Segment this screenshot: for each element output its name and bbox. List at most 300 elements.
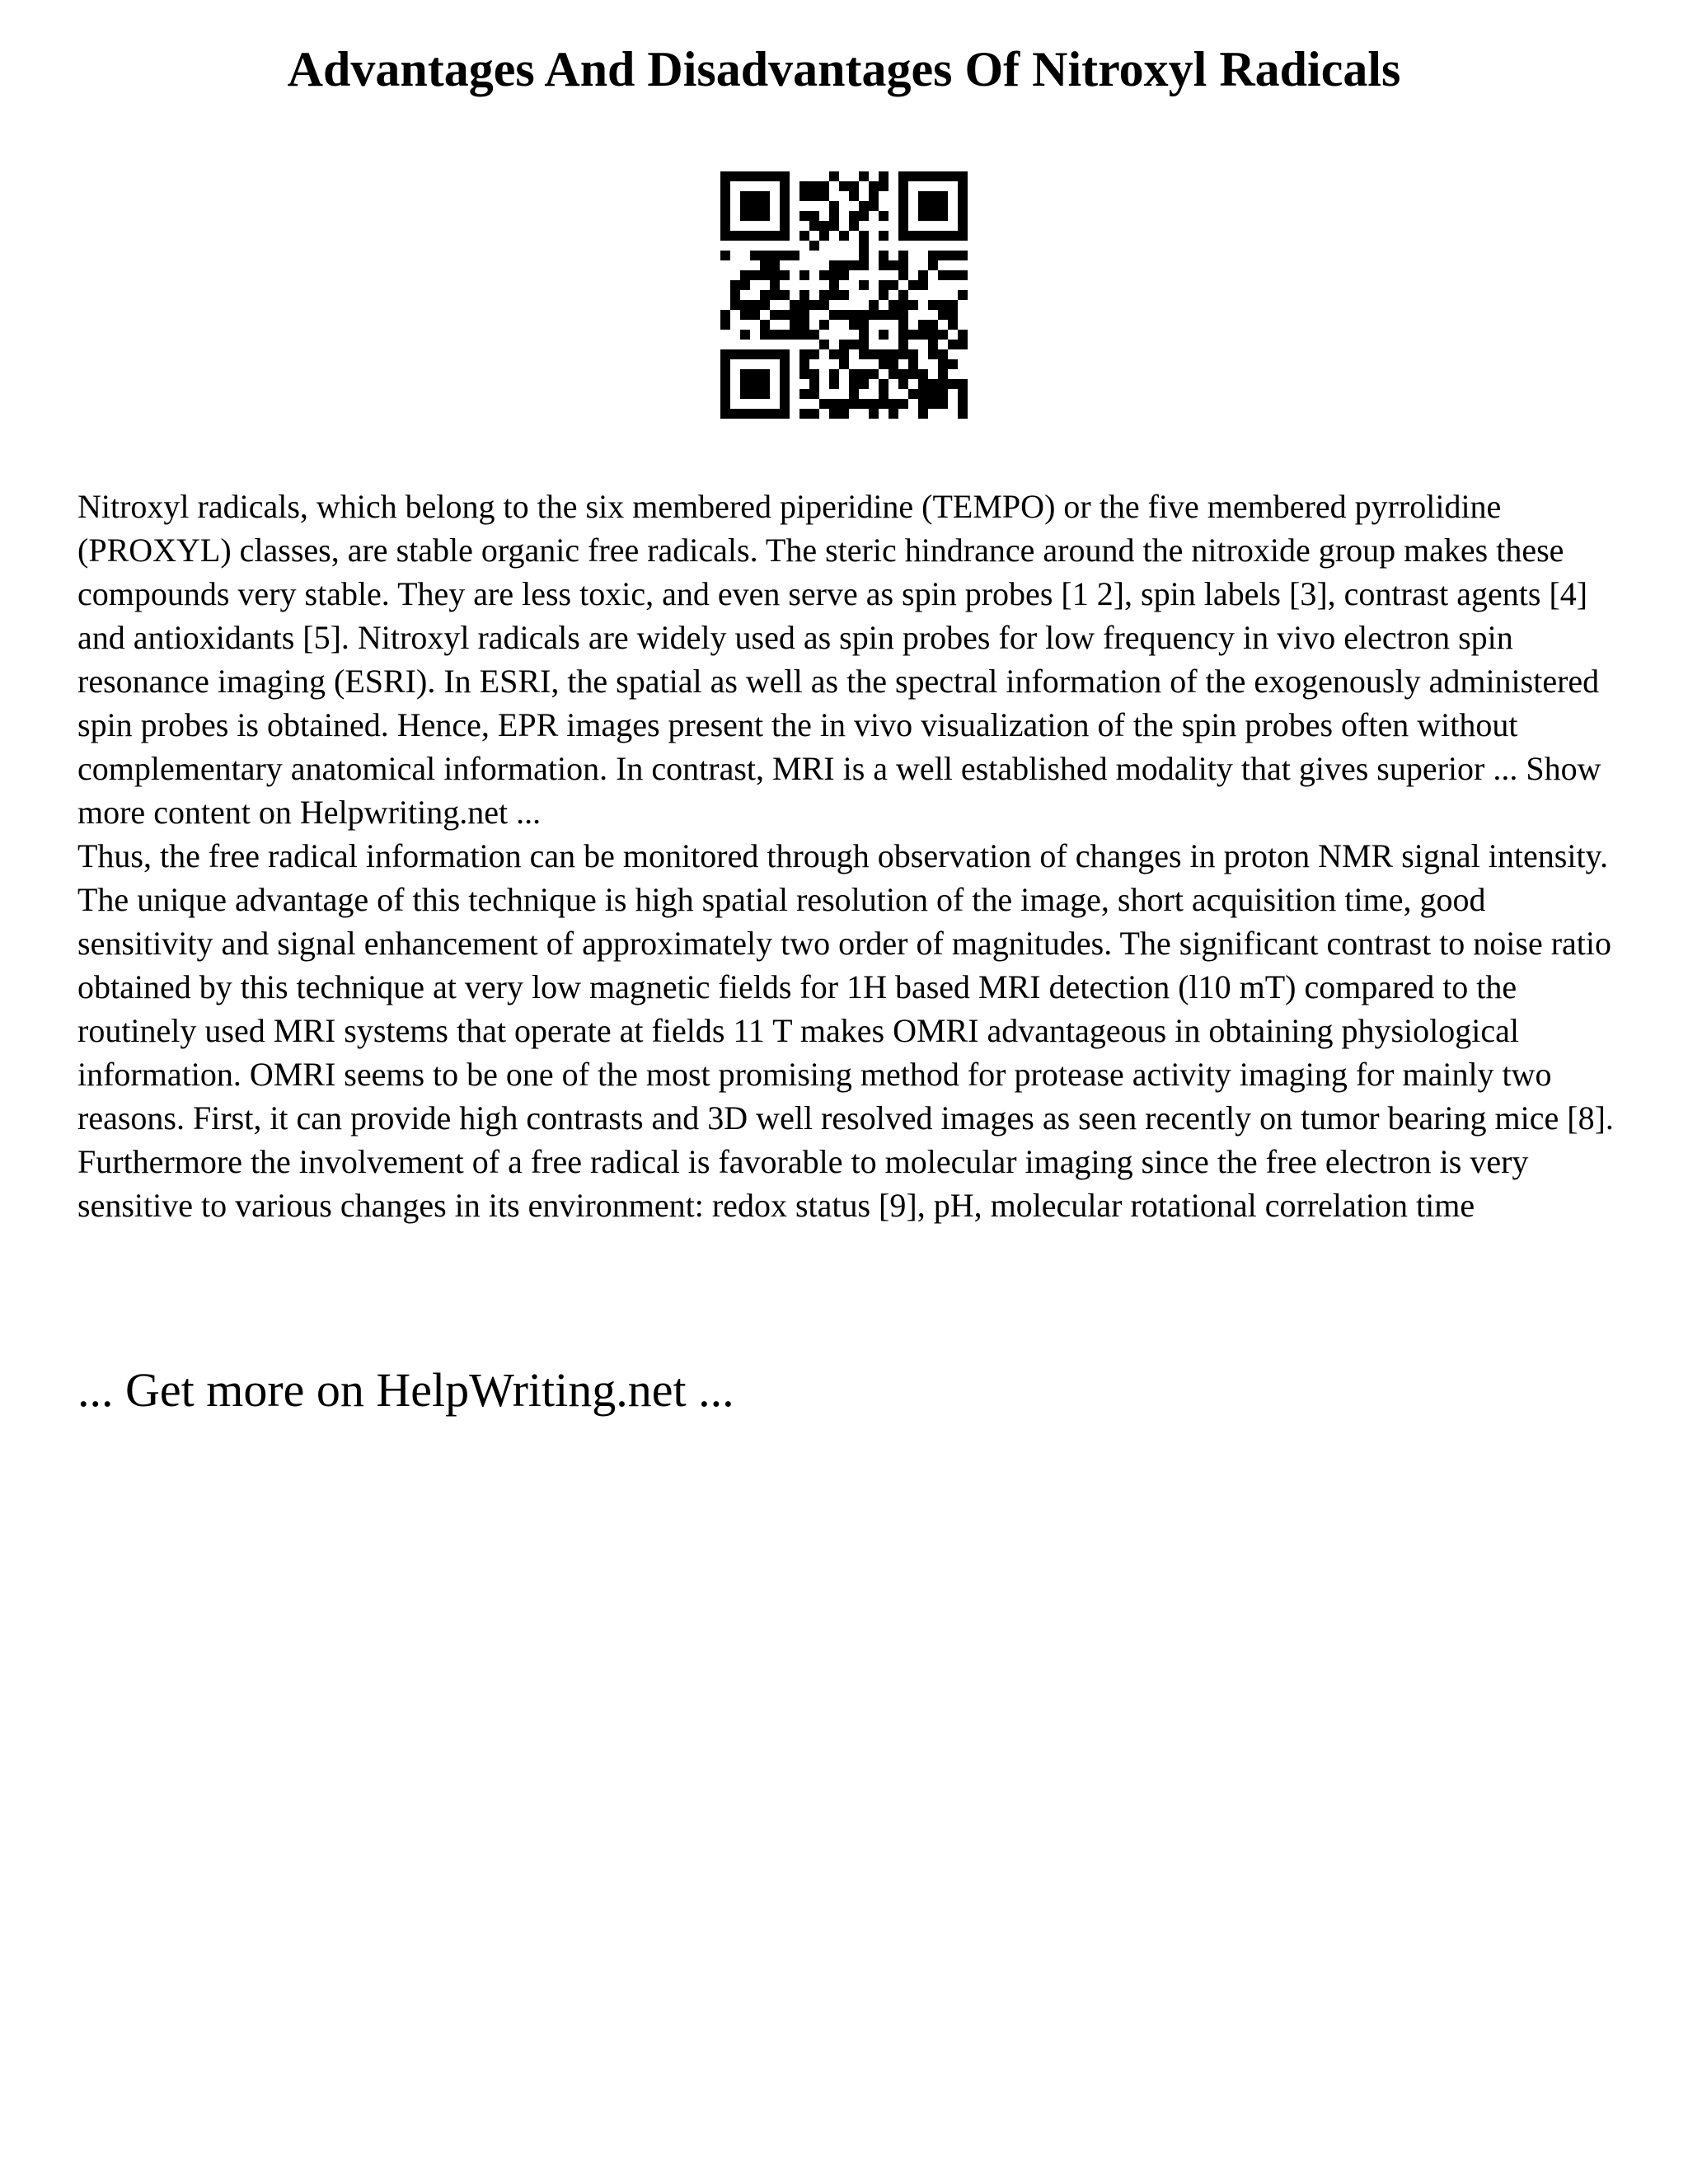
qr-module	[809, 369, 819, 379]
qr-module	[938, 330, 948, 340]
qr-module	[760, 270, 770, 280]
qr-module	[720, 379, 730, 389]
qr-module	[740, 389, 750, 399]
qr-module	[938, 270, 948, 280]
qr-module	[839, 270, 849, 280]
qr-module	[928, 260, 938, 270]
qr-module	[849, 340, 859, 349]
qr-module	[948, 171, 958, 181]
qr-module	[928, 171, 938, 181]
qr-module	[918, 369, 928, 379]
qr-module	[760, 409, 770, 419]
qr-module	[760, 211, 770, 221]
qr-module	[948, 310, 958, 320]
qr-module	[760, 171, 770, 181]
qr-module	[898, 349, 908, 359]
qr-module	[740, 201, 750, 211]
qr-module	[740, 409, 750, 419]
qr-module	[740, 191, 750, 201]
qr-module	[740, 379, 750, 389]
qr-module	[809, 330, 819, 340]
qr-module	[898, 330, 908, 340]
qr-module	[918, 270, 928, 280]
qr-module	[809, 379, 819, 389]
qr-module	[770, 290, 780, 300]
qr-module	[809, 409, 819, 419]
qr-module	[859, 280, 869, 290]
qr-module	[720, 389, 730, 399]
document-body	[77, 485, 1627, 1227]
qr-module	[928, 320, 938, 330]
qr-module	[780, 389, 790, 399]
qr-module	[750, 251, 760, 260]
qr-module	[879, 330, 889, 340]
qr-module	[908, 369, 918, 379]
qr-module	[839, 310, 849, 320]
qr-module	[780, 359, 790, 369]
qr-module	[809, 349, 819, 359]
qr-module	[849, 211, 859, 221]
qr-module	[829, 290, 839, 300]
qr-module	[740, 369, 750, 379]
qr-module	[869, 191, 879, 201]
qr-module	[839, 359, 849, 369]
qr-module	[799, 270, 809, 280]
qr-module	[889, 409, 898, 419]
qr-module	[938, 251, 948, 260]
qr-module	[799, 181, 809, 191]
qr-module	[799, 290, 809, 300]
qr-module	[780, 221, 790, 231]
qr-module	[938, 211, 948, 221]
qr-module	[750, 191, 760, 201]
qr-module	[908, 171, 918, 181]
qr-module	[829, 270, 839, 280]
qr-module	[869, 300, 879, 310]
qr-module	[928, 399, 938, 409]
qr-module	[730, 171, 740, 181]
qr-module	[918, 409, 928, 419]
qr-module	[928, 300, 938, 310]
qr-module	[799, 369, 809, 379]
qr-module	[829, 399, 839, 409]
qr-module	[879, 211, 889, 221]
paragraph-1: Nitroxyl radicals, which belong to the six membered piperidine (TEMPO) or the five membered pyrrolidine (PROXYL) classes, are stable organic free radicals. The steric hindrance around the nitroxide group makes these compounds very stable. They are less toxic, and even serve as spin probes [1 2], spin labels [3], contrast agents [4] and antioxidants [5]. Nitroxyl radicals are widely used as spin probes for low frequency in vivo electron spin resonance imaging (ESRI). In ESRI, the spatial as well as the spectral information of the exogenously administered spin probes is obtained. Hence, EPR images present the in vivo visualization of the spin probes often without complementary anatomical information. In contrast, MRI is a well established modality that gives superior ... Show more content on Helpwriting.net ...	[77, 488, 1601, 831]
qr-module	[839, 340, 849, 349]
qr-module	[720, 201, 730, 211]
qr-module	[859, 171, 869, 181]
qr-module	[879, 280, 889, 290]
qr-module	[928, 379, 938, 389]
qr-module	[730, 300, 740, 310]
qr-module	[859, 260, 869, 270]
qr-module	[849, 310, 859, 320]
qr-module	[829, 369, 839, 379]
qr-module	[720, 409, 730, 419]
qr-code-graphic	[720, 171, 968, 419]
qr-module	[770, 409, 780, 419]
qr-module	[898, 201, 908, 211]
qr-module	[859, 320, 869, 330]
qr-module	[720, 171, 730, 181]
qr-module	[720, 231, 730, 241]
qr-module	[958, 409, 968, 419]
qr-module	[740, 349, 750, 359]
qr-module	[839, 399, 849, 409]
qr-module	[760, 330, 770, 340]
qr-module	[958, 181, 968, 191]
qr-module	[730, 280, 740, 290]
qr-module	[750, 310, 760, 320]
qr-module	[928, 211, 938, 221]
qr-module	[879, 349, 889, 359]
qr-module	[958, 379, 968, 389]
qr-module	[730, 290, 740, 300]
qr-module	[859, 231, 869, 241]
qr-module	[750, 349, 760, 359]
qr-module	[839, 231, 849, 241]
qr-module	[740, 171, 750, 181]
qr-module	[819, 300, 829, 310]
qr-module	[819, 270, 829, 280]
qr-module	[720, 251, 730, 260]
qr-module	[849, 260, 859, 270]
qr-module	[859, 349, 869, 359]
qr-module	[918, 399, 928, 409]
qr-module	[918, 379, 928, 389]
qr-module	[780, 201, 790, 211]
qr-module	[879, 260, 889, 270]
qr-module	[740, 330, 750, 340]
qr-module	[750, 409, 760, 419]
qr-module	[799, 349, 809, 359]
qr-module	[799, 409, 809, 419]
qr-module	[898, 231, 908, 241]
qr-module	[819, 181, 829, 191]
qr-module	[918, 330, 928, 340]
paragraph-2: Thus, the free radical information can be monitored through observation of changes in proton NMR signal intensity. The unique advantage of this technique is high spatial resolution of the image, short acquisition time, good sensitivity and signal enhancement of approximately two order of magnitudes. The significant contrast to noise ratio obtained by this technique at very low magnetic fields for 1H based MRI detection (l10 mT) compared to the routinely used MRI systems that operate at fields 11 T makes OMRI advantageous in obtaining physiological information. OMRI seems to be one of the most promising method for protease activity imaging for mainly two reasons. First, it can provide high contrasts and 3D well resolved images as seen recently on tumor bearing mice [8]. Furthermore the involvement of a free radical is favorable to molecular imaging since the free electron is very sensitive to various changes in its environment: redox status [9], pH, molecular rotational correlation time	[77, 837, 1614, 1224]
qr-module	[720, 181, 730, 191]
qr-module	[750, 201, 760, 211]
qr-module	[819, 221, 829, 231]
qr-module	[819, 191, 829, 201]
qr-module	[948, 320, 958, 330]
qr-module	[799, 211, 809, 221]
qr-module	[750, 379, 760, 389]
qr-module	[879, 181, 889, 191]
qr-module	[770, 251, 780, 260]
qr-module	[780, 211, 790, 221]
qr-module	[948, 251, 958, 260]
qr-module	[859, 201, 869, 211]
qr-module	[730, 231, 740, 241]
qr-module	[879, 290, 889, 300]
qr-module	[898, 191, 908, 201]
qr-module	[799, 231, 809, 241]
qr-module	[790, 330, 799, 340]
qr-module	[829, 379, 839, 389]
qr-module	[958, 191, 968, 201]
qr-module	[879, 171, 889, 181]
qr-module	[780, 409, 790, 419]
qr-module	[889, 369, 898, 379]
qr-module	[869, 369, 879, 379]
qr-module	[760, 349, 770, 359]
qr-module	[799, 310, 809, 320]
qr-module	[809, 211, 819, 221]
qr-module	[829, 221, 839, 231]
qr-module	[889, 300, 898, 310]
qr-module	[839, 349, 849, 359]
qr-module	[879, 310, 889, 320]
qr-module	[859, 241, 869, 251]
qr-module	[849, 191, 859, 201]
qr-module	[898, 221, 908, 231]
qr-module	[770, 330, 780, 340]
qr-module	[869, 349, 879, 359]
qr-module	[770, 231, 780, 241]
qr-module	[938, 191, 948, 201]
qr-module	[938, 349, 948, 359]
qr-module	[819, 290, 829, 300]
qr-module	[938, 201, 948, 211]
qr-module	[889, 280, 898, 290]
qr-module	[780, 251, 790, 260]
qr-module	[790, 300, 799, 310]
qr-module	[829, 171, 839, 181]
qr-module	[898, 211, 908, 221]
qr-module	[809, 389, 819, 399]
qr-module	[869, 201, 879, 211]
qr-module	[928, 340, 938, 349]
qr-module	[879, 389, 889, 399]
qr-module	[720, 221, 730, 231]
qr-module	[958, 221, 968, 231]
qr-module	[938, 300, 948, 310]
qr-module	[889, 310, 898, 320]
qr-module	[898, 310, 908, 320]
qr-module	[760, 389, 770, 399]
qr-module	[879, 359, 889, 369]
qr-module	[898, 251, 908, 260]
qr-module	[799, 359, 809, 369]
qr-module	[780, 310, 790, 320]
qr-module	[859, 340, 869, 349]
qr-module	[799, 320, 809, 330]
qr-module	[928, 349, 938, 359]
qr-module	[790, 320, 799, 330]
qr-module	[730, 349, 740, 359]
qr-module	[898, 369, 908, 379]
qr-module	[859, 369, 869, 379]
qr-module	[869, 409, 879, 419]
qr-module	[849, 369, 859, 379]
qr-module	[918, 231, 928, 241]
qr-module	[908, 349, 918, 359]
qr-module	[928, 231, 938, 241]
qr-module	[799, 191, 809, 201]
qr-module	[898, 320, 908, 330]
qr-module	[918, 201, 928, 211]
qr-module	[889, 349, 898, 359]
qr-code-icon	[720, 171, 968, 419]
qr-module	[879, 231, 889, 241]
qr-module	[879, 251, 889, 260]
qr-module	[829, 201, 839, 211]
qr-module	[898, 300, 908, 310]
qr-module	[780, 181, 790, 191]
qr-module	[740, 280, 750, 290]
qr-module	[859, 211, 869, 221]
qr-module	[799, 300, 809, 310]
qr-module	[760, 290, 770, 300]
qr-module	[780, 191, 790, 201]
qr-module	[958, 340, 968, 349]
qr-module	[859, 330, 869, 340]
qr-module	[819, 231, 829, 241]
qr-module	[908, 231, 918, 241]
qr-module	[809, 181, 819, 191]
qr-module	[770, 171, 780, 181]
qr-module	[829, 260, 839, 270]
qr-module	[938, 231, 948, 241]
qr-module	[948, 300, 958, 310]
qr-module	[790, 251, 799, 260]
qr-module	[760, 320, 770, 330]
qr-module	[780, 379, 790, 389]
qr-module	[760, 201, 770, 211]
qr-module	[839, 181, 849, 191]
qr-module	[928, 330, 938, 340]
qr-module	[760, 191, 770, 201]
qr-module	[948, 270, 958, 280]
qr-module	[889, 260, 898, 270]
qr-module	[760, 300, 770, 310]
qr-module	[849, 389, 859, 399]
qr-module	[740, 211, 750, 221]
qr-module	[898, 340, 908, 349]
qr-module	[780, 330, 790, 340]
qr-module	[938, 379, 948, 389]
qr-module	[898, 270, 908, 280]
qr-module	[839, 409, 849, 419]
qr-module	[859, 310, 869, 320]
qr-module	[898, 171, 908, 181]
qr-module	[948, 340, 958, 349]
qr-module	[898, 379, 908, 389]
qr-module	[809, 221, 819, 231]
qr-module	[809, 300, 819, 310]
qr-module	[799, 330, 809, 340]
qr-module	[928, 201, 938, 211]
qr-module	[849, 320, 859, 330]
qr-module	[740, 270, 750, 280]
qr-module	[780, 171, 790, 181]
qr-module	[958, 231, 968, 241]
qr-module	[849, 181, 859, 191]
qr-module	[938, 399, 948, 409]
qr-module	[740, 300, 750, 310]
qr-module	[720, 349, 730, 359]
qr-module	[918, 171, 928, 181]
qr-module	[859, 399, 869, 409]
qr-module	[799, 389, 809, 399]
qr-module	[898, 290, 908, 300]
qr-module	[938, 171, 948, 181]
qr-module	[958, 399, 968, 409]
qr-module	[750, 369, 760, 379]
qr-module	[918, 211, 928, 221]
qr-module	[730, 409, 740, 419]
qr-module	[780, 231, 790, 241]
qr-module	[720, 191, 730, 201]
qr-module	[780, 349, 790, 359]
qr-module	[780, 290, 790, 300]
qr-module	[928, 191, 938, 201]
qr-module	[958, 389, 968, 399]
qr-module	[760, 260, 770, 270]
qr-module	[889, 399, 898, 409]
qr-module	[938, 310, 948, 320]
get-more-link[interactable]: ... Get more on HelpWriting.net ...	[77, 1363, 734, 1417]
qr-module	[938, 369, 948, 379]
qr-module	[720, 211, 730, 221]
qr-module	[928, 389, 938, 399]
qr-module	[898, 260, 908, 270]
qr-module	[908, 389, 918, 399]
qr-module	[770, 349, 780, 359]
qr-module	[740, 231, 750, 241]
qr-module	[770, 280, 780, 290]
qr-module	[809, 191, 819, 201]
qr-module	[819, 340, 829, 349]
qr-module	[958, 270, 968, 280]
qr-module	[760, 251, 770, 260]
qr-module	[780, 270, 790, 280]
qr-module	[908, 300, 918, 310]
qr-module	[720, 399, 730, 409]
qr-module	[948, 231, 958, 241]
qr-module	[918, 191, 928, 201]
qr-module	[770, 310, 780, 320]
qr-module	[918, 280, 928, 290]
qr-module	[750, 171, 760, 181]
qr-module	[829, 409, 839, 419]
qr-module	[720, 359, 730, 369]
qr-module	[720, 369, 730, 379]
qr-module	[879, 379, 889, 389]
qr-module	[869, 310, 879, 320]
qr-module	[720, 320, 730, 330]
qr-module	[819, 320, 829, 330]
qr-module	[958, 211, 968, 221]
qr-module	[720, 310, 730, 320]
qr-module	[918, 389, 928, 399]
qr-module	[780, 369, 790, 379]
qr-module	[750, 211, 760, 221]
qr-module	[859, 251, 869, 260]
qr-module	[859, 379, 869, 389]
qr-module	[849, 221, 859, 231]
qr-module	[918, 320, 928, 330]
qr-module	[869, 399, 879, 409]
qr-module	[958, 201, 968, 211]
qr-module	[829, 280, 839, 290]
qr-module	[869, 181, 879, 191]
qr-module	[908, 280, 918, 290]
qr-module	[770, 270, 780, 280]
qr-module	[819, 399, 829, 409]
